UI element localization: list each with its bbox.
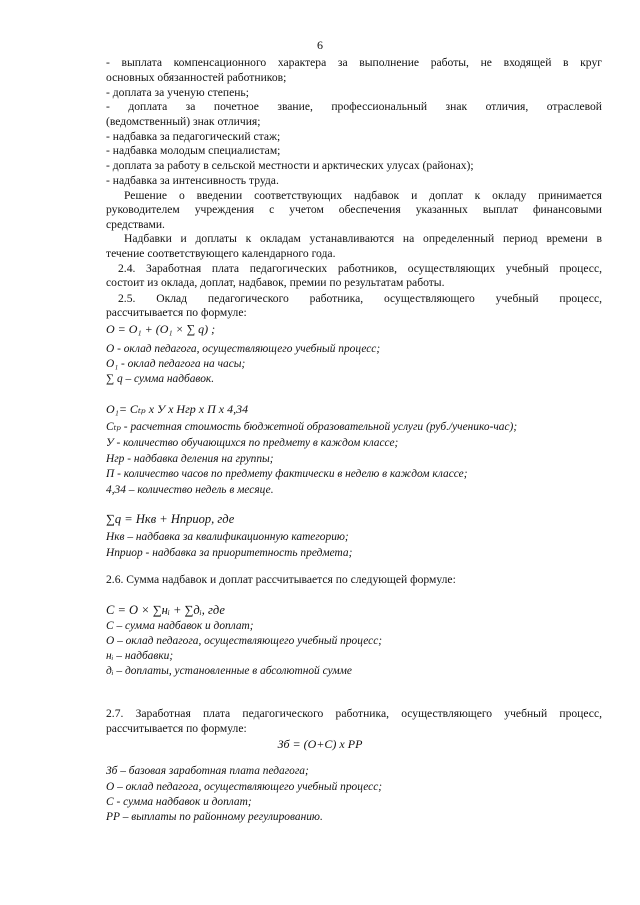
definition: С - сумма надбавок и доплат;: [106, 796, 252, 808]
definition: О₁ - оклад педагога на часы;: [106, 358, 246, 370]
section-2-7-cont: рассчитывается по формуле:: [106, 722, 247, 735]
definition: С – сумма надбавок и доплат;: [106, 620, 254, 632]
definition: Нкв – надбавка за квалификационную категорию;: [106, 531, 349, 543]
paragraph-decision-cont: руководителем учреждения с учетом обеспечения указанных выплат финансовыми: [106, 203, 602, 216]
formula-oklad: O = O₁ + (O₁ × ∑ q) ;: [106, 322, 216, 336]
definition: Зб – базовая заработная плата педагога;: [106, 765, 309, 777]
list-item: - доплата за работу в сельской местности и арктических улусах (районах);: [106, 159, 474, 172]
definition: ∑ q – сумма надбавок.: [106, 373, 215, 385]
definition: дᵢ – доплаты, установленные в абсолютной сумме: [106, 665, 352, 677]
section-2-7: 2.7. Заработная плата педагогического работника, осуществляющего учебный процесс,: [106, 707, 602, 720]
section-2-6: 2.6. Сумма надбавок и доплат рассчитывается по следующей формуле:: [106, 573, 456, 586]
formula-sum-c: С = О × ∑нᵢ + ∑дᵢ, где: [106, 603, 225, 617]
definition: Нгр - надбавка деления на группы;: [106, 453, 274, 465]
list-item: - надбавка за интенсивность труда.: [106, 174, 279, 187]
section-2-4: 2.4. Заработная плата педагогических работников, осуществляющих учебный процесс,: [118, 262, 602, 275]
definition: нᵢ – надбавки;: [106, 650, 174, 662]
page-number: 6: [317, 38, 323, 52]
paragraph-period: Надбавки и доплаты к окладам устанавливаются на определенный период времени в: [124, 232, 602, 245]
definition: Сₜₚ - расчетная стоимость бюджетной образовательной услуги (руб./ученико-час);: [106, 421, 518, 433]
section-2-4-cont: состоит из оклада, доплат, надбавок, премии по результатам работы.: [106, 276, 445, 289]
list-item-cont: (ведомственный) знак отличия;: [106, 115, 261, 128]
formula-sum-q: ∑q = Нкв + Нприор, где: [106, 512, 235, 526]
list-item: - доплата за ученую степень;: [106, 86, 249, 99]
list-item: - надбавка молодым специалистам;: [106, 144, 281, 157]
definition: РР – выплаты по районному регулированию.: [106, 811, 323, 823]
list-item: - надбавка за педагогический стаж;: [106, 130, 281, 143]
definition: 4,34 – количество недель в месяце.: [106, 484, 274, 496]
section-2-5-cont: рассчитывается по формуле:: [106, 306, 247, 319]
list-item-cont: основных обязанностей работников;: [106, 71, 287, 84]
formula-o1: О₁= Сₜₚ х У х Нгр х П х 4,34: [106, 402, 249, 416]
list-item: - доплата за почетное звание, профессиональный знак отличия, отраслевой: [106, 100, 602, 113]
list-item: - выплата компенсационного характера за выполнение работы, не входящей в круг: [106, 56, 602, 69]
definition: О – оклад педагога, осуществляющего учебный процесс;: [106, 781, 383, 793]
formula-salary: Зб = (О+С) х РР: [277, 737, 363, 751]
definition: П - количество часов по предмету фактически в неделю в каждом классе;: [106, 468, 468, 480]
definition: Нприор - надбавка за приоритетность предмета;: [106, 547, 353, 559]
definition: У - количество обучающихся по предмету в каждом классе;: [106, 437, 399, 449]
definition: О - оклад педагога, осуществляющего учебный процесс;: [106, 343, 381, 355]
section-2-5: 2.5. Оклад педагогического работника, осуществляющего учебный процесс,: [118, 292, 602, 305]
paragraph-decision: Решение о введении соответствующих надбавок и доплат к окладу принимается: [124, 189, 602, 202]
definition: О – оклад педагога, осуществляющего учебный процесс;: [106, 635, 383, 647]
paragraph-period-end: течение соответствующего календарного года.: [106, 247, 336, 260]
paragraph-decision-end: средствами.: [106, 218, 165, 231]
